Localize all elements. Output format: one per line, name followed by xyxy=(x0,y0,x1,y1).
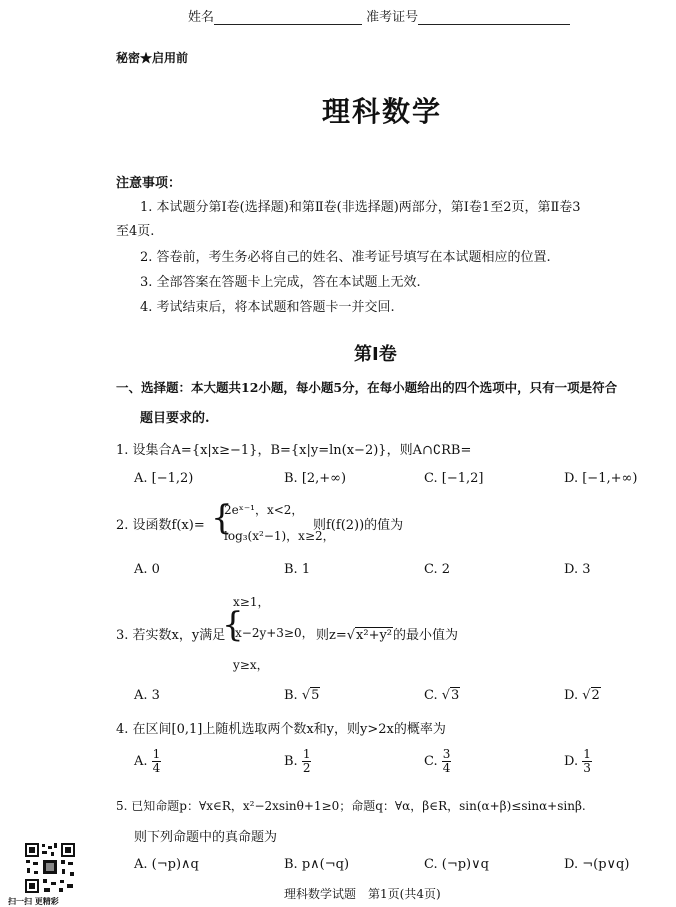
q2-option-b: B. 1 xyxy=(284,562,311,577)
numerator: 1 xyxy=(583,747,591,761)
denominator: 2 xyxy=(302,761,311,775)
notice-item-1-line-1: 1. 本试题分第Ⅰ卷(选择题)和第Ⅱ卷(非选择题)两部分，第Ⅰ卷1至2页，第Ⅱ卷3 xyxy=(140,200,581,215)
q4-option-b-fraction xyxy=(302,748,312,775)
q5-stem: 5. 已知命题p：∀x∈R，x²−2xsinθ+1≥0；命题q：∀α，β∈R，sin(α+β)≤sinα+sinβ. xyxy=(116,799,586,813)
q2-case-1: 2eˣ⁻¹，x<2， xyxy=(224,503,304,517)
q4-option-c-label: C. xyxy=(424,754,438,769)
notice-item-1-line-2: 至4页. xyxy=(116,224,155,239)
section-line-2: 题目要求的. xyxy=(140,411,210,426)
notice-heading: 注意事项： xyxy=(116,176,182,191)
q3-prefix: 3. 若实数x，y满足 xyxy=(116,628,226,643)
q2-suffix: 则f(f(2))的值为 xyxy=(313,518,404,533)
name-label: 姓名 xyxy=(188,10,215,25)
q3-condition-3: y≥x， xyxy=(233,658,269,672)
q4-stem: 4. 在区间[0,1]上随机选取两个数x和y，则y>2x的概率为 xyxy=(116,722,446,737)
q5-subprompt: 则下列命题中的真命题为 xyxy=(134,830,278,845)
denominator: 3 xyxy=(583,761,591,775)
q3-suffix: 的最小值为 xyxy=(393,628,459,643)
q3-brace: { xyxy=(222,605,244,645)
q3-option-d-value: 2 xyxy=(591,688,600,703)
numerator: 1 xyxy=(152,747,161,761)
q3-option-c-label: C. √ xyxy=(424,688,451,703)
q3-option-c xyxy=(424,688,460,703)
q2-option-d: D. 3 xyxy=(564,562,591,577)
q2-case-2: log₃(x²−1)，x≥2， xyxy=(224,529,335,543)
notice-item-3: 3. 全部答案在答题卡上完成，答在本试题上无效. xyxy=(140,275,421,290)
corner-caption: 扫一扫 更精彩 xyxy=(8,896,59,906)
q3-option-d-label: D. √ xyxy=(564,688,591,703)
q1-option-c: C. [−1,2] xyxy=(424,471,484,486)
denominator: 4 xyxy=(442,761,451,775)
numerator: 3 xyxy=(442,747,451,761)
q5-option-d: D. ¬(p∨q) xyxy=(564,857,630,872)
exam-id-blank xyxy=(418,10,570,25)
qr-code-icon xyxy=(24,842,76,894)
page-title: 理科数学 xyxy=(322,95,443,128)
q4-option-a-label: A. xyxy=(134,754,148,769)
q2-prefix: 2. 设函数f(x)= xyxy=(116,518,205,533)
q5-option-b: B. p∧(¬q) xyxy=(284,857,350,872)
notice-item-4: 4. 考试结束后，将本试题和答题卡一并交回. xyxy=(140,300,395,315)
section-line-1: 一、选择题：本大题共12小题，每小题5分，在每小题给出的四个选项中，只有一项是符合 xyxy=(116,380,618,395)
q1-option-b: B. [2,+∞) xyxy=(284,471,347,486)
q1-option-a: A. [−1,2) xyxy=(134,471,194,486)
q3-option-b-value: 5 xyxy=(311,688,320,703)
q3-option-d xyxy=(564,688,601,703)
numerator: 1 xyxy=(302,747,311,761)
q2-option-a: A. 0 xyxy=(134,562,160,577)
page-footer: 理科数学试题 第1页(共4页) xyxy=(284,887,441,901)
q3-condition-2: x−2y+3≥0， xyxy=(235,626,314,640)
part-title: 第Ⅰ卷 xyxy=(354,344,397,365)
q2-brace: { xyxy=(211,498,233,538)
q3-option-c-value: 3 xyxy=(451,688,460,703)
q4-option-a-fraction xyxy=(152,748,162,775)
denominator: 4 xyxy=(152,761,161,775)
exam-id-label: 准考证号 xyxy=(366,10,419,25)
name-field xyxy=(188,6,570,25)
q5-option-a: A. (¬p)∧q xyxy=(134,857,199,872)
q4-option-c-fraction xyxy=(442,748,452,775)
q3-option-b-label: B. √ xyxy=(284,688,311,703)
q4-option-d-label: D. xyxy=(564,754,579,769)
q4-option-c xyxy=(424,748,451,775)
q3-mid: 则z=√ xyxy=(316,628,356,643)
q4-option-d-fraction xyxy=(582,748,592,775)
q4-option-b-label: B. xyxy=(284,754,298,769)
notice-item-2: 2. 答卷前，考生务必将自己的姓名、准考证号填写在本试题相应的位置. xyxy=(140,250,551,265)
q3-option-b xyxy=(284,688,320,703)
q5-option-c: C. (¬p)∨q xyxy=(424,857,489,872)
q1-option-d: D. [−1,+∞) xyxy=(564,471,638,486)
secret-label: 秘密★启用前 xyxy=(116,51,189,65)
q4-option-a xyxy=(134,748,161,775)
q3-option-a: A. 3 xyxy=(134,688,160,703)
q3-expression xyxy=(316,624,458,643)
q4-option-b xyxy=(284,748,311,775)
q2-option-c: C. 2 xyxy=(424,562,451,577)
q4-option-d xyxy=(564,748,592,775)
q3-radicand: x²+y² xyxy=(356,628,393,643)
name-blank xyxy=(214,10,362,25)
q1-stem: 1. 设集合A={x|x≥−1}，B={x|y=ln(x−2)}，则A∩∁RB= xyxy=(116,443,472,458)
q3-condition-1: x≥1， xyxy=(233,595,270,609)
